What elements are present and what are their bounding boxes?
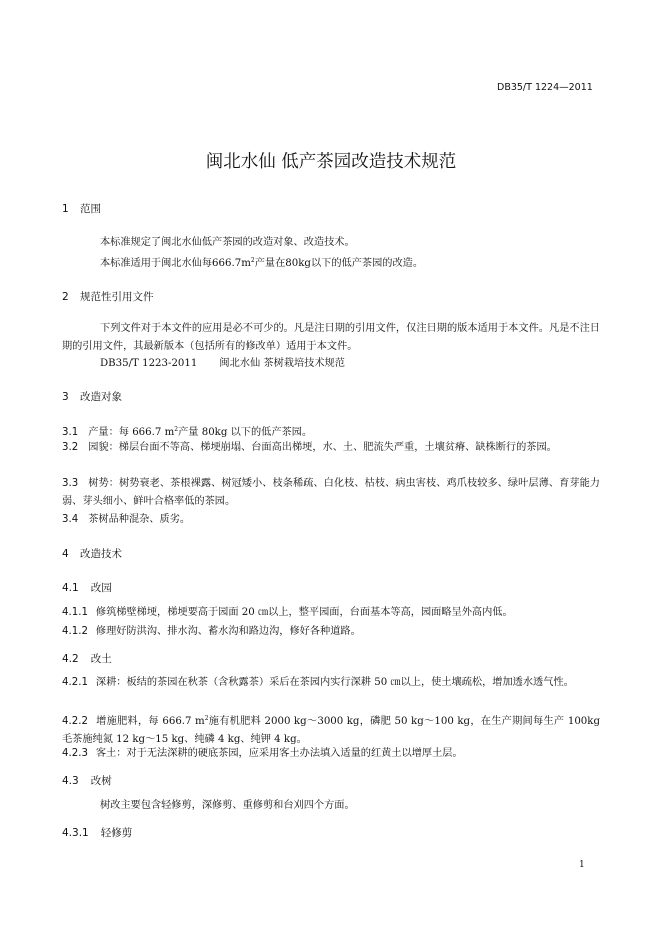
section-1-paragraph-2: 本标准适用于闽北水仙每$666.7m^2$产量在80kg以下的低产茶园的改造。: [100, 257, 424, 269]
item-3-2: 3.2 园貌：梯层台面不等高、梯埂崩塌、台面高出梯埂，水、土、肥流失严重，土壤贫瘠、缺株断行的茶园。: [62, 442, 557, 453]
section-title: 范围: [80, 203, 101, 215]
subsection-4-3-heading: 4.3 改树: [62, 775, 112, 787]
section-title: 改造对象: [80, 391, 122, 403]
section-title: 规范性引用文件: [80, 291, 154, 303]
item-3-4: 3.4 茶树品种混杂、质劣。: [62, 514, 191, 525]
doc-code-header: DB35/T 1224—2011: [497, 82, 593, 93]
item-4-2-1: 4.2.1 深耕：板结的茶园在秋茶（含秋露茶）采后在茶园内实行深耕 50 ㎝以上，使土壤疏松，增加透水透气性。: [62, 677, 574, 688]
item-4-1-1: 4.1.1 修筑梯壁梯埂，梯埂要高于园面 20 ㎝以上，整平园面，台面基本等高，园面略呈外高内低。: [62, 607, 513, 618]
section-1-paragraph-1: 本标准规定了闽北水仙低产茶园的改造对象、改造技术。: [100, 237, 355, 248]
section-3-heading: [62, 389, 122, 404]
normative-reference: [100, 355, 345, 373]
section-number: 2: [62, 291, 69, 303]
item-4-1-2: 4.1.2 修理好防洪沟、排水沟、蓄水沟和路边沟，修好各种道路。: [62, 626, 361, 637]
subsection-4-3-1-heading: 4.3.1 轻修剪: [62, 827, 133, 839]
section-number: 4: [62, 548, 69, 560]
section-2-heading: [62, 289, 154, 304]
section-number: 1: [62, 203, 69, 215]
item-4-2-2: 4.2.2 增施肥料，每 666.7 $m^2$施有机肥料 2000 kg～3000 kg，磷肥 50 kg～100 kg，在生产期间每生产 100kg 毛茶施纯氮 12 kg～15 kg、纯磷 4 kg、纯钾 4 kg。: [62, 715, 600, 745]
document-title: 闽北水仙 低产茶园改造技术规范: [205, 152, 457, 172]
item-4-2-3: 4.2.3 客土：对于无法深耕的硬底茶园，应采用客土办法填入适量的红黄土以增厚土层。: [62, 748, 463, 759]
reference-title: 闽北水仙 茶树栽培技术规范: [219, 358, 345, 369]
section-title: 改造技术: [80, 548, 122, 560]
section-1-heading: [62, 201, 101, 216]
section-number: 3: [62, 391, 69, 403]
subsection-4-1-heading: 4.1 改园: [62, 582, 112, 594]
item-3-1: 3.1 产量：每 666.7 $m^2$产量 80kg 以下的低产茶园。: [62, 426, 313, 438]
page-number: 1: [579, 860, 585, 870]
section-2-paragraph: 下列文件对于本文件的应用是必不可少的。凡是注日期的引用文件，仅注日期的版本适用于本文件。凡是不注日期的引用文件，其最新版本（包括所有的修改单）适用于本文件。: [62, 323, 600, 352]
item-3-3: 3.3 树势：树势衰老、茶根裸露、树冠矮小、枝条稀疏、白化枝、枯枝、病虫害枝、鸡爪枝较多、绿叶层薄、育芽能力弱、芽头细小、鲜叶合格率低的茶园。: [62, 478, 600, 507]
reference-code: DB35/T 1223-2011: [100, 358, 198, 369]
section-4-heading: [62, 546, 122, 561]
subsection-4-3-paragraph: 树改主要包含轻修剪，深修剪、重修剪和台刈四个方面。: [100, 800, 355, 811]
subsection-4-2-heading: 4.2 改土: [62, 653, 112, 665]
